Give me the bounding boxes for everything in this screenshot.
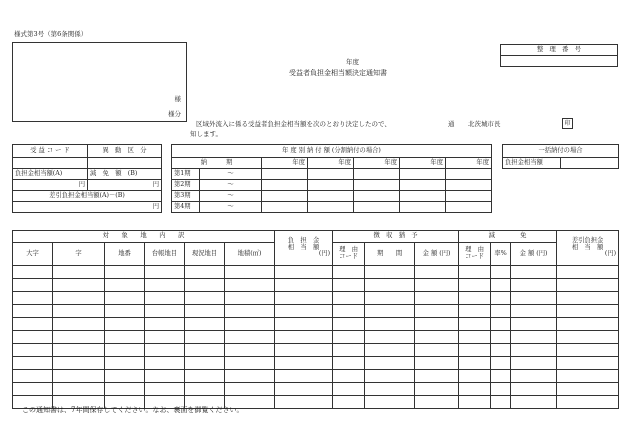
table-cell [557,305,619,318]
table-row [13,344,619,357]
table-cell [557,357,619,370]
year-col-3: 年度 [354,158,400,169]
table-cell [13,266,53,279]
table-cell [511,370,557,383]
table-cell [185,266,225,279]
table-cell [145,305,185,318]
table-cell [185,357,225,370]
table-cell [275,370,333,383]
mayor-name: 北茨城市長 [468,120,501,128]
period-3: 第3期 [172,191,200,202]
table-cell [275,266,333,279]
table-cell [13,279,53,292]
col-daicho: 台帳地目 [145,243,185,266]
table-cell [275,344,333,357]
table-cell [105,318,145,331]
table-cell [225,266,275,279]
table-cell [105,305,145,318]
genmen-yen: 円 [88,180,162,191]
table-row [13,305,619,318]
table-cell [145,331,185,344]
period-4-tilde: ～ [200,202,262,213]
period-1: 第1期 [172,169,200,180]
genmen-riyu [459,243,491,266]
table-cell [491,292,511,305]
table-cell [491,331,511,344]
table-cell [491,357,511,370]
year-col-1: 年度 [262,158,308,169]
table-cell [511,318,557,331]
table-cell [511,305,557,318]
table-cell [511,331,557,344]
sashihiki-header-line3: (円) [604,250,617,258]
choshu-kingaku: 金 額 (円) [415,243,459,266]
code-header: 受 益 コ ー ド [13,145,88,158]
table-cell [459,396,491,409]
year-col-4: 年度 [400,158,446,169]
form-label: 様式第3号（第6条関係） [14,30,88,38]
table-cell [459,318,491,331]
lump-sum-label: 負担金相当額 [503,158,561,169]
table-cell [53,370,105,383]
page-title: 受益者負担金相当額決定通知書 [289,69,387,77]
table-cell [491,396,511,409]
table-cell [415,396,459,409]
table-cell [415,292,459,305]
year-col-5: 年度 [446,158,492,169]
code-value [13,158,88,169]
period-2: 第2期 [172,180,200,191]
table-cell [511,357,557,370]
choshu-riyu-line2: コード [339,253,358,260]
table-cell [491,266,511,279]
period-2-tilde: ～ [200,180,262,191]
table-cell [511,292,557,305]
table-cell [225,370,275,383]
tsu: 通 [448,120,455,128]
table-cell [365,383,415,396]
installment-table [171,144,492,213]
table-cell [185,279,225,292]
table-cell [459,370,491,383]
table-cell [13,305,53,318]
table-cell [365,266,415,279]
table-cell [365,357,415,370]
addressee-suffix: 様 [174,95,181,103]
table-cell [511,383,557,396]
futan-header-line3: (円) [318,250,331,258]
lump-sum-table [502,144,619,169]
addressee-suffix-2: 様分 [168,110,181,118]
sashihiki-label: 差引負担金相当額(A)－(B) [13,191,162,202]
table-cell [365,396,415,409]
table-cell [459,279,491,292]
choshu-riyu [333,243,365,266]
table-cell [459,266,491,279]
table-cell [185,318,225,331]
table-cell [333,383,365,396]
table-cell [333,318,365,331]
genmen-ritsu: 率% [491,243,511,266]
table-cell [333,292,365,305]
table-row [13,318,619,331]
table-cell [105,370,145,383]
table-cell [105,279,145,292]
col-oaza: 大字 [13,243,53,266]
table-cell [365,344,415,357]
taisho-header: 対 象 地 内 訳 [13,231,275,243]
table-row [13,383,619,396]
table-cell [275,396,333,409]
lump-sum-value [561,158,619,169]
table-cell [225,279,275,292]
table-row [13,292,619,305]
table-cell [333,305,365,318]
table-cell [145,383,185,396]
table-cell [415,370,459,383]
table-cell [105,292,145,305]
table-cell [459,383,491,396]
installment-header: 年 度 別 納 付 額 (分割納付の場合) [172,145,492,158]
table-cell [415,305,459,318]
table-cell [225,344,275,357]
table-row [13,279,619,292]
table-cell [557,396,619,409]
seiri-table [500,44,618,67]
genmen-header: 減 免 [459,231,557,243]
table-cell [459,357,491,370]
table-cell [557,266,619,279]
table-cell [491,344,511,357]
table-row [13,331,619,344]
table-cell [557,370,619,383]
footer-note: この通知書は、7年間保存してください。なお、裏面を御覧ください。 [22,406,244,414]
genmen-riyu-line2: コード [465,253,484,260]
year-col-2: 年度 [308,158,354,169]
futan-label: 負担金相当額(A) [13,169,88,180]
table-cell [13,292,53,305]
col-chiseki: 地積(㎡) [225,243,275,266]
table-cell [459,331,491,344]
table-cell [511,396,557,409]
futan-header-line1: 負 担 金 [287,236,320,244]
table-cell [333,279,365,292]
table-cell [145,292,185,305]
col-aza: 字 [53,243,105,266]
table-cell [53,383,105,396]
table-cell [225,357,275,370]
table-cell [557,344,619,357]
table-cell [145,266,185,279]
main-table [12,230,619,409]
table-cell [333,396,365,409]
table-cell [53,344,105,357]
table-cell [491,370,511,383]
sashihiki-yen: 円 [13,202,162,213]
futan-header-line2: 相 当 額 [287,243,320,251]
table-cell [491,383,511,396]
table-cell [557,279,619,292]
table-cell [275,318,333,331]
body-text-line2: 知します。 [190,130,222,138]
col-genkyo: 現況地目 [185,243,225,266]
col-chiban: 地番 [105,243,145,266]
table-cell [53,318,105,331]
table-cell [415,279,459,292]
table-cell [275,331,333,344]
table-cell [365,331,415,344]
table-cell [333,344,365,357]
table-cell [491,279,511,292]
table-cell [105,266,145,279]
table-cell [365,292,415,305]
table-cell [333,370,365,383]
table-cell [415,383,459,396]
table-cell [225,318,275,331]
table-cell [415,266,459,279]
title-year: 年度 [346,58,359,66]
table-cell [185,344,225,357]
table-cell [53,292,105,305]
table-cell [53,331,105,344]
table-cell [105,331,145,344]
table-cell [145,357,185,370]
table-cell [105,383,145,396]
sashihiki-header-line2: 相 当 額 [571,243,604,251]
table-cell [557,318,619,331]
ido-value [88,158,162,169]
lump-sum-header: 一括納付の場合 [503,145,619,158]
table-cell [53,279,105,292]
seiri-header: 整 理 番 号 [501,45,618,56]
table-cell [275,305,333,318]
table-cell [185,305,225,318]
table-cell [415,318,459,331]
table-row [13,370,619,383]
table-cell [511,279,557,292]
table-cell [275,279,333,292]
futan-header [275,231,333,266]
table-cell [13,344,53,357]
table-cell [225,292,275,305]
table-cell [491,305,511,318]
table-cell [185,331,225,344]
table-cell [13,318,53,331]
table-cell [13,383,53,396]
period-3-tilde: ～ [200,191,262,202]
sashihiki-header [557,231,619,266]
table-cell [511,344,557,357]
table-cell [415,331,459,344]
table-cell [333,266,365,279]
table-row [13,357,619,370]
seiri-value [501,56,618,67]
genmen-kingaku: 金 額 (円) [511,243,557,266]
table-cell [557,331,619,344]
left-table [12,144,162,213]
table-cell [145,370,185,383]
table-cell [275,383,333,396]
table-cell [333,357,365,370]
table-cell [557,383,619,396]
table-cell [225,383,275,396]
table-cell [459,305,491,318]
table-cell [415,344,459,357]
table-cell [459,344,491,357]
table-cell [53,305,105,318]
period-1-tilde: ～ [200,169,262,180]
table-cell [145,318,185,331]
table-cell [275,357,333,370]
choshu-riyu-line1: 理 由 [339,246,358,254]
futan-yen: 円 [13,180,88,191]
table-cell [185,383,225,396]
body-text-line1: 区域外流入に係る受益者負担金相当額を次のとおり決定したので、 [196,120,391,128]
choshu-header: 徴 収 猶 予 [333,231,459,243]
table-cell [105,357,145,370]
table-cell [365,279,415,292]
table-cell [511,266,557,279]
table-cell [557,292,619,305]
table-cell [225,305,275,318]
table-cell [13,331,53,344]
addressee-box [12,42,187,122]
table-cell [459,292,491,305]
table-cell [491,318,511,331]
table-cell [53,357,105,370]
table-cell [365,370,415,383]
table-cell [415,357,459,370]
table-row [13,266,619,279]
table-cell [225,331,275,344]
table-cell [333,331,365,344]
table-cell [105,344,145,357]
table-cell [185,370,225,383]
genmen-riyu-line1: 理 由 [465,246,484,254]
sashihiki-header-line1: 差引負担金 [571,236,604,244]
choshu-kikan: 期 間 [365,243,415,266]
table-cell [53,266,105,279]
table-cell [275,292,333,305]
genmen-label: 減 免 額 (B) [88,169,162,180]
table-cell [145,344,185,357]
seal-icon: 印 [562,118,573,129]
table-cell [185,292,225,305]
table-cell [365,318,415,331]
table-cell [13,370,53,383]
ido-header: 異 動 区 分 [88,145,162,158]
table-cell [145,279,185,292]
table-cell [13,357,53,370]
table-cell [365,305,415,318]
nouki-header: 納 期 [172,158,262,169]
period-4: 第4期 [172,202,200,213]
